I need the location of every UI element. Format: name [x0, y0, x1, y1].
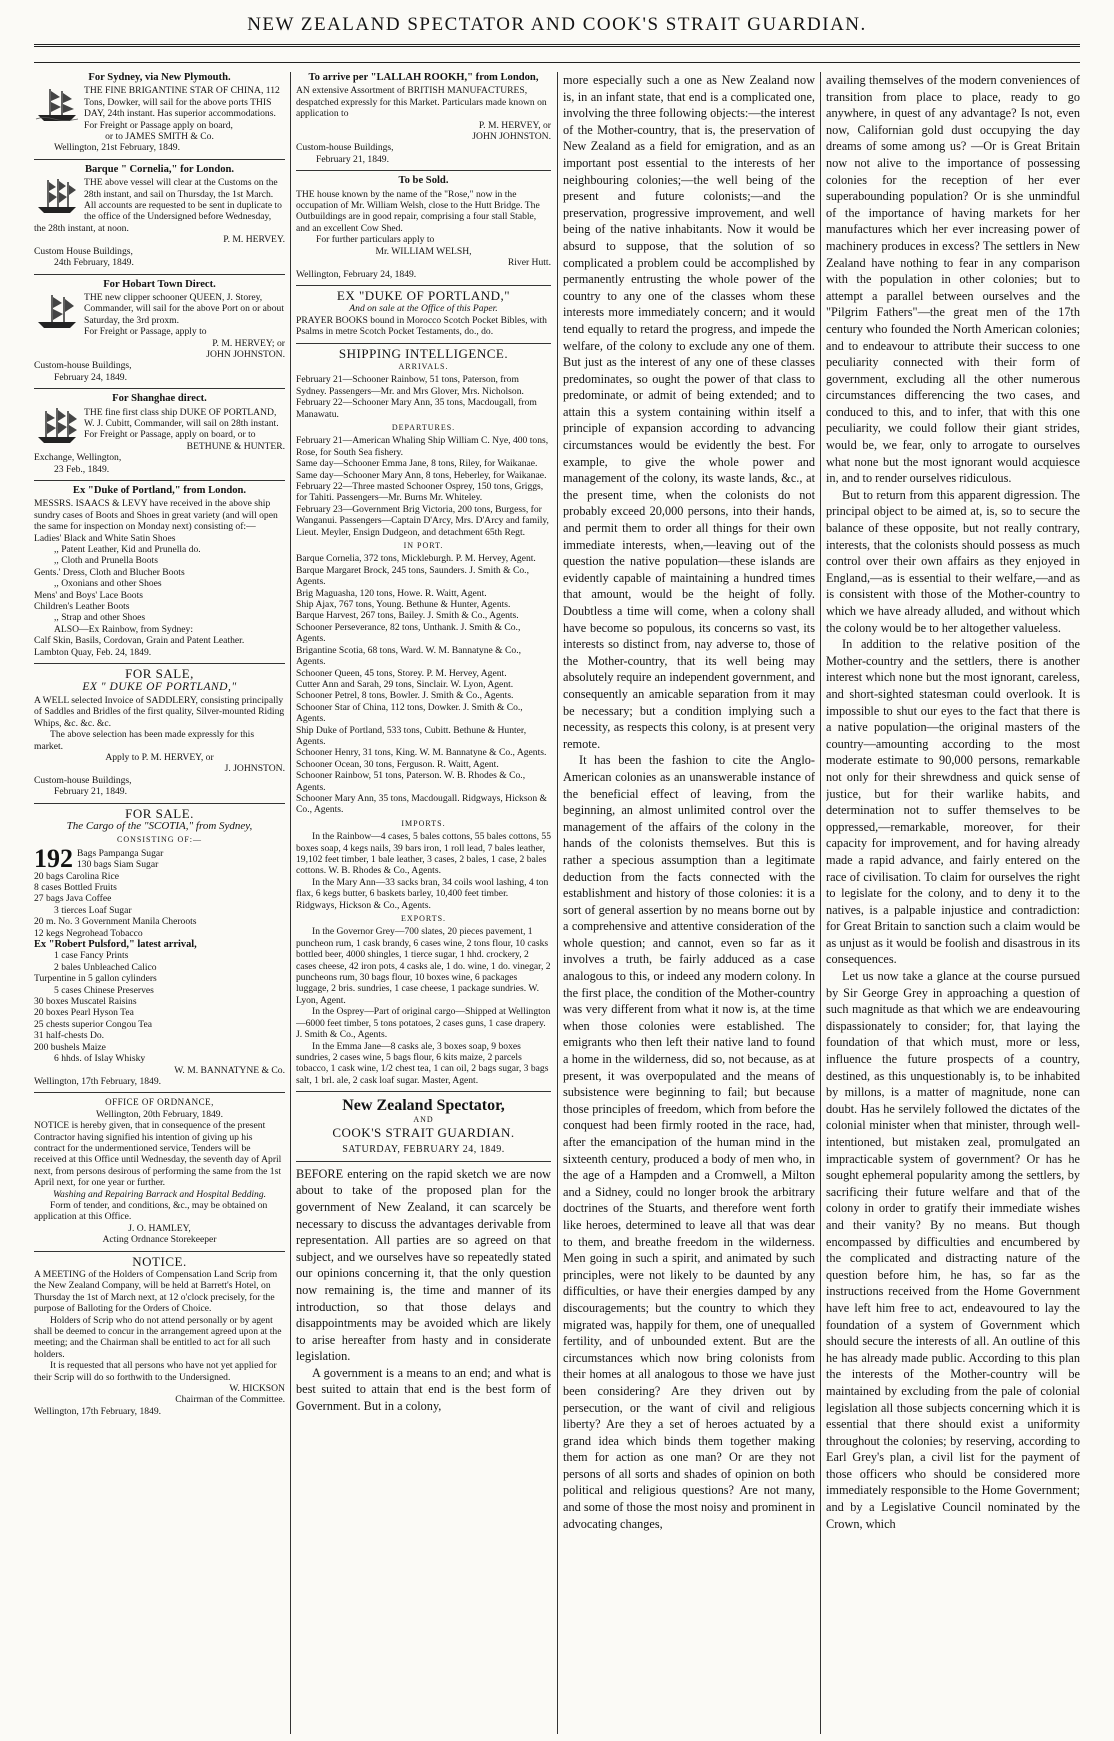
advert-lallah-rookh: [296, 72, 551, 165]
advert-date: February 21, 1849.: [316, 153, 390, 165]
list-item: 8 cases Bottled Fruits: [34, 882, 117, 893]
list-item: 30 boxes Muscatel Raisins: [34, 996, 137, 1008]
advert-text: A WELL selected Invoice of SADDLERY, consisting principally of Saddles and Bridles of the first quality, Silver-mounted Riding Whips, &c. &c. &c.: [34, 694, 285, 729]
advert-text: A MEETING of the Holders of Compensation Land Scrip from the New Zealand Company, will be held at Barrett's Hotel, on Thursday the 1st of March next, at 12 o'clock precisely, for the purpose of Balloting for the Orders of Choice.: [34, 1269, 278, 1315]
advert-hobart: [34, 279, 285, 384]
advert-text: NOTICE is hereby given, that in consequence of the present Contractor having signified his intention of giving up his contract for the undermentioned service, Tenders will be received at this Office until Wednesday, the seventh day of April next, from persons desirous of performing the same from the 1st April next, for one year or further.: [34, 1120, 282, 1189]
column-divider: [290, 72, 291, 1734]
advert-date: February 21, 1849.: [54, 786, 128, 798]
advert-heading: OFFICE OF ORDNANCE,: [105, 1097, 214, 1108]
advert-date: Wellington, 17th February, 1849.: [34, 1075, 162, 1087]
advert-cornelia: [34, 164, 285, 269]
list-item: Schooner Henry, 31 tons, King. W. M. Bannatyne & Co., Agents.: [296, 747, 547, 759]
ship-icon: [34, 292, 80, 330]
article-paragraph: But to return from this apparent digression. The principal object to be aimed at, is, so to secure the balance of these opposite, but not really contrary, interests, that the colonists should possess as much control over their own affairs as they enjoyed in England,—as is essential to their welfare,—and as is consistent with those of the Mother-country to which we have already alluded, and without which the colony would be to her altogether valueless.: [826, 487, 1080, 635]
list-item: Schooner Rainbow, 51 tons, Paterson. W. B. Rhodes & Co., Agents.: [296, 770, 526, 793]
masthead-rule-lower: [34, 62, 1080, 63]
cargo-number: 192: [34, 843, 73, 873]
advert-text: Holders of Scrip who do not attend personally or by agent shall be deemed to concur in the arrangement agreed upon at the meeting; and the Chairman shall be entitled to act for all such holders.: [34, 1314, 282, 1360]
nameplate-subtitle: COOK'S STRAIT GUARDIAN.: [332, 1124, 515, 1140]
advert-line: For further particulars apply to: [316, 234, 435, 246]
list-item: 20 boxes Pearl Hyson Tea: [34, 1007, 134, 1019]
advert-text: THE above vessel will clear at the Customs on the 28th instant, and sail on Thursday, the 1st March. All accounts are requested to be sent in duplicate to the office of the Undersigned before Wednesday, the 28th instant, at noon.: [34, 177, 282, 234]
advert-line: Custom House Buildings,: [34, 245, 133, 257]
nameplate: [296, 1097, 551, 1156]
list-item: Barque Cornelia, 372 tons, Mickleburgh. P. M. Hervey, Agent.: [296, 553, 536, 565]
nameplate-title: New Zealand Spectator,: [342, 1097, 505, 1115]
column-3: [563, 72, 815, 1734]
list-item: Schooner Ocean, 30 tons, Ferguson. R. Waitt, Agent.: [296, 758, 499, 770]
nameplate-and: AND: [413, 1114, 434, 1124]
article-paragraph: BEFORE entering on the rapid sketch we are now about to take of the proposed plan for the government of New Zealand, it can scarcely be necessary to discuss the advantages derivable from representation. All parties are so agreed on that subject, and we ourselves have so repeatedly stated our opinions concerning it, that the only question now remaining is, the time and manner of its introduction, so that those delays and disappointments may be avoided which are likely to arise hereafter from hasty and in considerate legislation.: [296, 1166, 551, 1364]
separator: [296, 1161, 551, 1162]
subsection-heading: DEPARTURES.: [391, 422, 456, 432]
advert-text: Washing and Repairing Barrack and Hospital Bedding.: [52, 1188, 267, 1200]
list-item: In the Governor Grey—700 slates, 20 pieces pavement, 1 puncheon rum, 1 cask brandy, 6 cases wine, 2 tons flour, 10 casks bottled beer, 4000 shingles, 1 tierce sugar, 1 hhd. crockery, 2 cases cheese, 42 iron pots, 4 casks ale, 1 do. wine, 1 do. vinegar, 2 puncheons rum, 30 bags flour, 10 boxes wine, 6 packages luggage, 2 bris. sundries, 1 case cheese, 1 package sundries. W. Lyon, Agent.: [296, 926, 551, 1006]
advert-line: or to JAMES SMITH & Co.: [105, 131, 214, 143]
separator: [34, 1092, 285, 1093]
separator: [34, 159, 285, 160]
list-item: Ship Ajax, 767 tons, Young. Bethune & Hunter, Agents.: [296, 599, 511, 611]
article-paragraph: In addition to the relative position of the Mother-country and the settlers, there is another interest which none but the most ignorant, careless, and short-sighted statesman could overlook. It is impossible to shut our eyes to the fact that there is a native population—the original masters of the country—amounting according to the most moderate estimate to 90,000 persons, remarkable not only for their shrewdness and quick sense of justice, but for their warlike habits, and determination not to suffer themselves to be oppressed,—remarkable, moreover, for their capacity for improvement, and for having already made a rapid advance, and fairly entered on the race of civilisation. To claim for ourselves the right to legislate for the colony, and to deny it to the natives, is a palpable injustice and contradiction: for Great Britain to sanction such a claim would be as unjust as it would be foolish and disastrous in its consequences.: [826, 637, 1080, 967]
advert-prayer-books: [296, 287, 551, 338]
list-item: 3 tierces Loaf Sugar: [54, 904, 132, 916]
list-item: 2 bales Unbleached Calico: [54, 961, 157, 973]
list-item: Brigantine Scotia, 68 tons, Ward. W. M. Bannatyne & Co., Agents.: [296, 644, 522, 668]
separator: [34, 274, 285, 275]
advert-scotia-cargo: [34, 805, 285, 1088]
advert-date: 23 Feb., 1849.: [54, 463, 110, 475]
list-item: ,, Patent Leather, Kid and Prunella do.: [54, 544, 201, 556]
list-item: 25 chests superior Congou Tea: [34, 1018, 152, 1030]
shipping-intelligence: [296, 345, 551, 1087]
advert-subheading: Ex "Robert Pulsford," latest arrival,: [34, 939, 197, 951]
advert-heading: FOR SALE,: [125, 666, 194, 682]
advert-line: BETHUNE & HUNTER.: [186, 440, 285, 452]
list-item: Gents.' Dress, Cloth and Blucher Boots: [34, 566, 185, 578]
list-item: 130 bags Siam Sugar: [77, 859, 159, 871]
advert-isaacs-levy: [34, 485, 285, 658]
section-heading: SHIPPING INTELLIGENCE.: [338, 345, 509, 361]
advert-line: Exchange, Wellington,: [34, 452, 122, 464]
advert-signature: W. HICKSON: [229, 1383, 285, 1395]
advert-date: Wellington, 21st February, 1849.: [54, 142, 180, 154]
list-item: February 22—Schooner Mary Ann, 35 tons, Macdougall, from Manawatu.: [296, 397, 537, 420]
list-item: In the Rainbow—4 cases, 5 bales cottons, 55 bales cottons, 55 boxes soap, 4 kegs nails, 39 bars iron, 1 roll lead, 7 bales leather, 19,102 feet timber, 1 bale leather, 3 cases, 2 bales, 1 case, 2 bales cottons. W. B. Rhodes & Co., Agents.: [296, 831, 551, 877]
advert-text: THE new clipper schooner QUEEN, J. Storey, Commander, will sail for the above Port on or about Saturday, the 3rd proxm.: [84, 291, 284, 326]
advert-date: Lambton Quay, Feb. 24, 1849.: [34, 646, 152, 658]
subsection-heading: IMPORTS.: [401, 818, 446, 828]
list-item: Barque Margaret Brock, 245 tons, Saunders. J. Smith & Co., Agents.: [296, 564, 529, 588]
advert-ordnance: [34, 1097, 285, 1245]
issue-date: SATURDAY, FEBRUARY 24, 1849.: [342, 1144, 505, 1156]
list-item: Ship Duke of Portland, 533 tons, Cubitt. Bethune & Hunter, Agents.: [296, 724, 527, 747]
advert-heading: NOTICE.: [132, 1253, 187, 1269]
article-paragraph: Let us now take a glance at the course pursued by Sir George Grey in approaching a question of such magnitude as that which we are endeavouring dispassionately to consider; for, that laying the foundation of that which must, more or less, influence the future prospects of a country, destined, as this unquestionably is, to be inhabited by millons, is a matter of magnitude, none can doubt. Has he servilely followed the dictates of the colonial minister when that minister, through well-intentioned, but mistaken zeal, promulgated an impracticable system of government? Or has he sought ephemeral popularity among the settlers, by sacrificing their future welfare and that of the colony in order to gratify their immediate wishes and their vanity? By no means. But though encompassed by difficulties and encumbered by the complicated and distracting nature of the question before him, he has, so far as the instructions received from the Home Government have left him free to act, endeavoured to lay the foundation of a system of Government which should secure the interests of all. An outline of this he has already made public. According to this plan the interests of the Mother-country will be maintained by excluding from the pale of colonial legislation all those subjects concerning which it is essential that there should exist a uniformity throughout the colonies; by reserving, according to Earl Grey's plan, a civil list for the payment of those officers who should be considered more immediately responsible to the Home Government; and by a Legislative Council nominated by the Crown, which: [826, 969, 1080, 1531]
advert-saddlery: [34, 668, 285, 797]
list-item: ,, Strap and other Shoes: [54, 612, 146, 624]
ship-icon: [34, 177, 80, 215]
list-item: Cutter Ann and Sarah, 29 tons, Sinclair. W. Lyon, Agent.: [296, 678, 514, 690]
advert-line: For Freight or Passage, apply on board, or to: [84, 429, 256, 441]
article-paragraph: A government is a means to an end; and what is best suited to attain that end is the best form of Government. But in a colony,: [296, 1365, 551, 1414]
masthead-rule: [34, 44, 1080, 50]
separator: [296, 1091, 551, 1092]
list-item: Barque Harvest, 267 tons, Bailey. J. Smith & Co., Agents.: [296, 610, 519, 622]
advert-heading: For Shanghae direct.: [112, 393, 207, 405]
list-item: 1 case Fancy Prints: [54, 950, 129, 962]
separator: [34, 480, 285, 481]
column-2: [296, 72, 551, 1734]
advert-date: Wellington, February 24, 1849.: [296, 268, 417, 280]
advert-text: Form of tender, and conditions, &c., may be obtained on application at this Office.: [34, 1199, 268, 1223]
advert-line: Custom-house Buildings,: [34, 774, 132, 786]
advert-subheading: The Cargo of the "SCOTIA," from Sydney,: [66, 819, 253, 832]
list-item: Children's Leather Boots: [34, 601, 130, 613]
advert-line: Custom-house Buildings,: [34, 360, 132, 372]
list-item: February 21—Schooner Rainbow, 51 tons, Paterson, from Sydney. Passengers—Mr. and Mrs Glover, Mrs. Nicholson.: [296, 374, 524, 397]
list-item: In the Emma Jane—8 casks ale, 3 boxes soap, 9 boxes sundries, 2 cases wine, 5 bags flour, 6 kits maize, 2 parcels tobacco, 1 cask wine, 1/2 chest tea, 1 can oil, 2 bags sugar, 3 bags salt, 1 brl. ale, 2 cask loaf sugar. Master, Agent.: [296, 1040, 549, 1086]
advert-line: ALSO—Ex Rainbow, from Sydney:: [54, 623, 194, 635]
list-item: In the Osprey—Part of original cargo—Shipped at Wellington—6000 feet timber, 5 tons potatoes, 2 cases guns, 1 case drapery. J. Smith & Co., Agents.: [296, 1006, 551, 1041]
advert-shanghae: [34, 393, 285, 475]
advert-date: Wellington, 20th February, 1849.: [95, 1108, 224, 1120]
separator: [296, 343, 551, 344]
advert-signature: JOHN JOHNSTON.: [472, 131, 551, 143]
advert-heading: Ex "Duke of Portland," from London.: [72, 485, 247, 496]
column-divider: [557, 72, 558, 1734]
advert-line: Custom-house Buildings,: [296, 142, 394, 154]
advert-signature: Chairman of the Committee.: [175, 1394, 285, 1406]
list-item: Turpentine in 5 gallon cylinders: [34, 973, 157, 985]
separator: [296, 285, 551, 286]
advert-text: The above selection has been made expressly for this market.: [34, 729, 255, 752]
advert-notice: [34, 1253, 285, 1418]
advert-heading: For Hobart Town Direct.: [103, 278, 216, 290]
list-item: Schooner Perseverance, 82 tons, Unthank. J. Smith & Co., Agents.: [296, 621, 521, 645]
article-paragraph: more especially such a one as New Zealand now is, in an infant state, that end is a complicated one, involving the three following objects:—the interest of the Mother-country, that is, the preservation of New Zealand as a field for emigration, and as an important post essential to the interests of her neighbouring colonies;—the well being of the present and future colonists;—and the preservation, progressive improvement, and well being of the native inhabitants. Now it would be absurd to suppose, that the solution of so complicated a problem could be accomplished by permanently entrusting the whole power of the country to any one of the classes whom these interests more immediately concern; and it would tend equally to retard the progress, and impede the welfare, of the colony to exclude any one of them. But just as the interest of any one of these classes predominates, so ought the power of that class to predominate, or admit of being extended; and to attain this a system containing within itself a principle of expansion according to advancing circumstances would be evidently the best. For example, to give the whole power and management of the colony, its waste lands, &c., at the present time, when the colonists do not probably exceed 20,000 persons, into their hands, and permit them to order all things for their own immediate interests, when,—leaving out of the question the native population—these islands are evidently capable of maintaining a hundred times that amount, would be the height of folly. Doubtless a time will come, when a colony shall have become so populous, its concerns so vast, its interests so distinct from, nay adverse to, those of the Mother-country, that its well being may absolutely require an independent government, and consequently an amicable separation from it may be necessary; but a condition implying such a necessity, as respects this colony, is at present very remote.: [563, 73, 815, 751]
list-item: February 21—American Whaling Ship William C. Nye, 400 tons, Rose, for South Sea fishery.: [296, 435, 549, 458]
list-item: Schooner Mary Ann, 35 tons, Macdougall. Ridgways, Hickson & Co., Agents.: [296, 792, 548, 816]
separator: [34, 663, 285, 664]
column-1: [34, 72, 285, 1734]
list-item: Ladies' Black and White Satin Shoes: [34, 532, 176, 544]
advert-text: THE FINE BRIGANTINE STAR OF CHINA, 112 Tons, Dowker, will sail for the above ports THIS DAY, 24th instant. Has superior accommodations.: [84, 85, 280, 120]
list-item: 31 half-chests Do.: [34, 1030, 105, 1042]
separator: [34, 388, 285, 389]
advert-heading: To arrive per "LALLAH ROOKH," from London,: [308, 72, 539, 83]
advert-text: It is requested that all persons who have not yet applied for their Scrip will do so forthwith to the Undersigned.: [34, 1360, 277, 1383]
advert-date: Wellington, 17th February, 1849.: [34, 1405, 162, 1417]
list-item: 5 cases Chinese Preserves: [54, 984, 154, 996]
list-item: 27 bags Java Coffee: [34, 893, 112, 905]
list-item: Brig Maguasha, 120 tons, Howe. R. Waitt, Agent.: [296, 587, 487, 599]
advert-subheading: EX " DUKE OF PORTLAND,": [82, 680, 237, 693]
ship-icon: [34, 85, 80, 123]
advert-heading: To be Sold.: [398, 175, 449, 187]
advert-text: THE fine first class ship DUKE OF PORTLAND, W. J. Cubitt, Commander, will sail on 28th instant.: [84, 406, 279, 429]
advert-text: AN extensive Assortment of BRITISH MANUFACTURES, despatched expressly for this Market. Particulars made known on application to: [296, 85, 547, 120]
subsection-heading: IN PORT.: [403, 541, 444, 551]
list-item: 20 bags Carolina Rice: [34, 870, 119, 882]
masthead: NEW ZEALAND SPECTATOR AND COOK'S STRAIT GUARDIAN.: [247, 14, 867, 35]
subsection-heading: ARRIVALS.: [398, 361, 449, 371]
list-item: Bags Pampanga Sugar: [77, 847, 164, 859]
article-paragraph: It has been the fashion to cite the Anglo-American colonies as an unanswerable instance of the beneficial effect of leaving, from the beginning, an almost unlimited control over the management of the affairs of the colony in the hands of the colonists themselves. But this is rather a specious assumption than a legitimate deduction from the facts connected with the establishment and history of those colonies: it is a sort of general assertion by no means borne out by a comprehensive and attentive consideration of the whole question; and cannot, even so far as it involves a truth, be fairly adduced as a case analogous to this, or indeed any modern colony. In the first place, the condition of the Mother-country was very different from what it now is, at the time when those colonies were established. The emigrants who then left their native land to found a home in the wilderness, did so, not because, as at present, it was overpopulated and the means of subsistence were beginning to fail; but because those principles of freedom, which from before the conquest had been firmly rooted in the race, had, after the emancipation of the human mind in the sixteenth century, produced a body of men who, in the age of a Hampden and a Cromwell, a Milton and a Sidney, could no longer brook the arbitrary doctrines of the Stuarts, and therefore went forth like heroes, determined to leave all that was dear to them, and breathe freedom in the wilderness. Men going in such a spirit, and animated by such principles, were not likely to be daunted by any difficulties, or have their energies damped by any discouragements; but the country to which they migrated was, happily for them, one of unequalled fertility, and of unbounded extent. But are the circumstances which now bring colonists from their homes at all analogous to those we have just been considering? Are they driven out by persecution, or the want of civil and religious liberty? Are they a set of heroes actuated by a grand idea which binds them together making them for action as one man? Or are they not persons of all sorts and shades of opinion on both political and religious questions? Are not many, and some of those the most noisy and prominent in advocating changes,: [563, 753, 815, 1531]
list-item: ,, Cloth and Prunella Boots: [54, 555, 158, 567]
column-divider: [820, 72, 821, 1734]
advert-signature: Mr. WILLIAM WELSH,: [375, 245, 472, 257]
advert-signature: J. O. HAMLEY,: [128, 1222, 191, 1234]
list-item: February 23—Government Brig Victoria, 200 tons, Burgess, for Wanganui. Passengers—Captain D'Arcy, Mrs. D'Arcy and family, Lieut. Meyler, Ensign Dudgeon, and detachment 65th Regt.: [296, 503, 549, 538]
advert-date: February 24, 1849.: [54, 371, 128, 383]
advert-heading: FOR SALE.: [125, 805, 194, 821]
advert-to-be-sold: [296, 175, 551, 280]
separator: [296, 170, 551, 171]
article-paragraph: availing themselves of the modern conveniences of transition from place to place, ready to go anywhere, in quest of any advantage? Is not, even now, Californian gold dust occupying the day dreams of some among us? —Or is Great Britain now not alive to the importance of possessing colonies for the reception of her ever superabounding population? Or is she unmindful of the importance of having markets for her manufactures which her ever increasing power of machinery produces in excess? The settlers in New Zealand have nothing to fear in any comparison with the population in other colonies; but to attempt a parallel between ourselves and the "Pilgrim Fathers"—the great men of the 17th century who founded the North American colonies; and to endeavour to attribute their success to one peculiarity connected with their form of government, excluding all the other numerous circumstances differencing the two cases, and conduced to this, and to infer, that with this one peculiarity, we could follow their giant strides, would be, we fear, only to arrogate to ourselves what none but the most ignorant would acquiesce in, and to render ourselves ridiculous.: [826, 73, 1080, 486]
advert-sydney: [34, 72, 285, 154]
list-item: 200 bushels Maize: [34, 1041, 106, 1053]
list-item: Schooner Queen, 45 tons, Storey. P. M. Hervey, Agent.: [296, 667, 507, 679]
advert-line: For Freight or Passage apply on board,: [84, 119, 233, 131]
advert-subheading: And on sale at the Office of this Paper.: [349, 303, 498, 315]
advert-signature: P. M. HERVEY, or: [478, 119, 551, 131]
advert-text: MESSRS. ISAACS & LEVY have received in the above ship sundry cases of Boots and Shoes in great variety (and will open the same for inspection on Monday next) consisting of:—: [34, 498, 278, 533]
advert-heading: Barque " Cornelia," for London.: [84, 163, 235, 175]
advert-heading: For Sydney, via New Plymouth.: [88, 72, 231, 83]
list-item: In the Mary Ann—33 sacks bran, 34 coils wool lashing, 4 ton flax, 6 kegs butter, 6 baskets barley, 10,400 feet timber. Ridgways, Hickson & Co., Agents.: [296, 876, 549, 911]
ship-icon: [34, 407, 80, 445]
list-item: February 22—Three masted Schooner Osprey, 150 tons, Griggs, for Tahiti. Passengers—Mr. Burns Mr. Whiteley.: [296, 481, 544, 504]
advert-line: J. JOHNSTON.: [224, 763, 285, 775]
advert-line: Calf Skin, Basils, Cordovan, Grain and Patent Leather.: [34, 635, 245, 647]
advert-date: 24th February, 1849.: [54, 257, 134, 269]
advert-signature: Acting Ordnance Storekeeper: [102, 1234, 217, 1246]
list-item: 20 m. No. 3 Government Manila Cheroots: [34, 916, 197, 928]
list-item: ,, Oxonians and other Shoes: [54, 578, 162, 590]
separator: [34, 1251, 285, 1252]
advert-line: Apply to P. M. HERVEY, or: [105, 751, 214, 763]
advert-line: P. M. HERVEY; or: [212, 337, 285, 349]
advert-signature: River Hutt.: [507, 257, 551, 269]
advert-text: PRAYER BOOKS bound in Morocco Scotch Pocket Bibles, with Psalms in metre Scotch Pocket Testaments, do., do.: [296, 314, 547, 338]
advert-line: JOHN JOHNSTON.: [206, 348, 285, 360]
advert-text: THE house known by the name of the "Rose," now in the occupation of Mr. William Welsh, close to the Hutt Bridge. The Outbuildings are in good repair, comprising a four stall Stable, and an excellent Cow Shed.: [296, 188, 540, 234]
advert-line: For Freight or Passage, apply to: [84, 326, 207, 338]
leader-article: [296, 1166, 551, 1415]
separator: [34, 803, 285, 804]
list-item: Same day—Schooner Mary Ann, 8 tons, Heberley, for Waikanae.: [296, 469, 547, 481]
advert-signature: W. M. BANNATYNE & Co.: [174, 1064, 285, 1076]
subsection-heading: EXPORTS.: [400, 914, 447, 924]
advert-signature: P. M. HERVEY.: [223, 234, 285, 246]
list-item: Schooner Star of China, 112 tons, Dowker. J. Smith & Co., Agents.: [296, 701, 523, 725]
list-item: 6 hhds. of Islay Whisky: [54, 1053, 146, 1065]
advert-line: CONSISTING OF:—: [116, 835, 202, 845]
list-item: Mens' and Boys' Lace Boots: [34, 589, 143, 601]
column-4: [826, 72, 1080, 1734]
list-item: Same day—Schooner Emma Jane, 8 tons, Riley, for Waikanae.: [296, 458, 538, 470]
list-item: Schooner Petrel, 8 tons, Bowler. J. Smith & Co., Agents.: [296, 690, 514, 702]
list-item: 12 kegs Negrohead Tobacco: [34, 927, 143, 939]
advert-heading: EX "DUKE OF PORTLAND,": [336, 287, 511, 303]
